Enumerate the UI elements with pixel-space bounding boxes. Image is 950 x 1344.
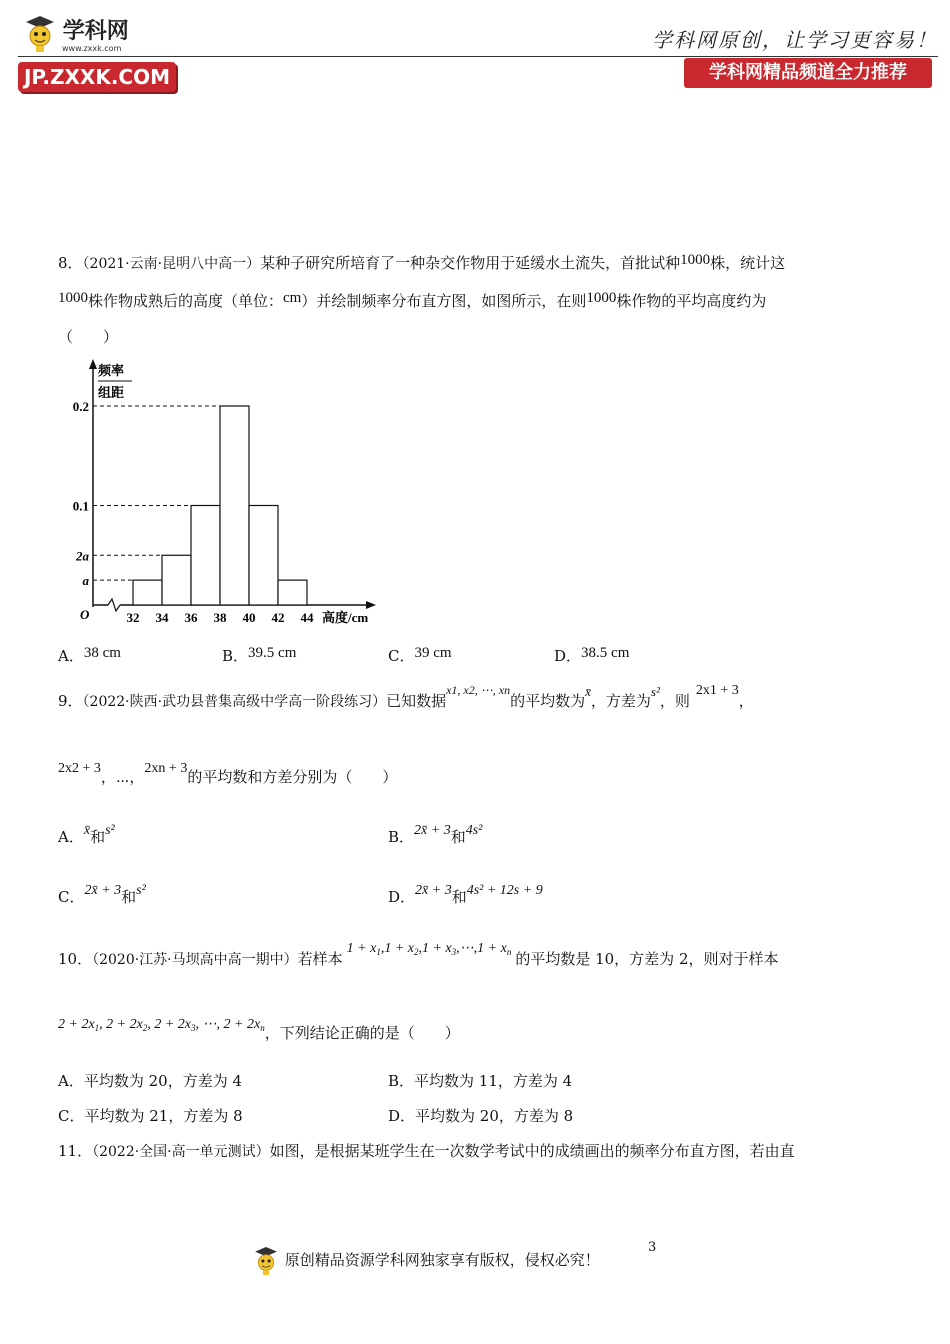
q9-e1: 2x1 + 3 xyxy=(695,683,739,698)
option-label: C． xyxy=(58,1107,85,1125)
option-b-expr: s² xyxy=(105,823,115,838)
q9-line1 xyxy=(58,683,754,711)
q9-option-d[interactable] xyxy=(388,883,543,907)
q8-text2: 株，统计这 xyxy=(710,254,786,272)
x-tick-label: 36 xyxy=(184,610,198,625)
histogram-bar xyxy=(191,506,220,606)
q9-option-c[interactable] xyxy=(58,883,146,907)
q9-comma: ， xyxy=(738,692,754,710)
option-and: 和 xyxy=(121,888,137,906)
logo-url: www.zxxk.com xyxy=(62,44,122,53)
option-value: 平均数为 20，方差为 8 xyxy=(415,1107,574,1125)
x-axis-arrow xyxy=(366,601,376,609)
option-label: D． xyxy=(388,888,416,906)
q9-text4: ，则 xyxy=(659,692,690,710)
option-value: 平均数为 20，方差为 4 xyxy=(83,1072,243,1090)
option-label: D． xyxy=(554,647,582,665)
q10-line1 xyxy=(58,941,779,969)
histogram-bar xyxy=(278,580,307,605)
option-a-expr: x̄ xyxy=(83,823,91,838)
q9-text1: 已知数据 xyxy=(386,692,447,710)
q8-n1: 1000 xyxy=(680,252,711,268)
x-tick-label: 40 xyxy=(242,610,256,625)
y-axis-arrow xyxy=(89,359,97,369)
q8-text5: 株作物的平均高度约为 xyxy=(616,292,767,310)
x-tick-label: 44 xyxy=(300,610,314,625)
histogram-bar xyxy=(162,555,191,605)
q10-sample1: $1 + x_1,1 + x_2,1$ + $x_3,\cdots,1 + x_n$ xyxy=(346,941,512,957)
option-and: 和 xyxy=(451,888,467,906)
q8-text1: 某种子研究所培育了一种杂交作物用于延缓水土流失，首批试种 xyxy=(260,254,681,272)
option-b-expr: s² xyxy=(136,883,146,898)
histogram-bar xyxy=(220,406,249,605)
origin-label: O xyxy=(80,607,90,622)
q11-number: 11． xyxy=(58,1142,93,1160)
mascot-icon xyxy=(22,14,58,54)
option-a-expr: 2x̄ + 3 xyxy=(84,883,122,898)
option-label: A． xyxy=(58,1072,84,1090)
y-tick-label: 2a xyxy=(76,548,89,564)
q8-text4: ）并绘制频率分布直方图，如图所示，在则 xyxy=(301,292,587,310)
q9-text2: 的平均数为 xyxy=(510,692,586,710)
footer xyxy=(252,1244,600,1278)
option-label: A． xyxy=(58,828,84,846)
option-label: C． xyxy=(388,647,415,665)
option-a-expr: 2x̄ + 3 xyxy=(415,883,452,898)
x-tick-label: 32 xyxy=(126,610,140,625)
option-label: C． xyxy=(58,888,85,906)
option-label: B． xyxy=(388,828,415,846)
q8-line1 xyxy=(58,252,785,273)
q8-option-c[interactable] xyxy=(388,645,452,666)
q9-text5: 的平均数和方差分别为（ ） xyxy=(187,768,398,786)
y-axis-label-top: 频率 xyxy=(98,363,125,378)
q8-option-b[interactable] xyxy=(222,645,296,666)
q8-option-a[interactable] xyxy=(58,645,121,666)
option-label: B． xyxy=(222,647,249,665)
option-label: A． xyxy=(58,647,84,665)
mascot-icon xyxy=(252,1244,280,1278)
histogram-chart xyxy=(60,355,380,630)
option-and: 和 xyxy=(450,828,466,846)
q8-unit: cm xyxy=(283,290,302,306)
y-tick-label: a xyxy=(82,573,89,589)
recommend-banner[interactable]: 学科网精品频道全力推荐 xyxy=(684,58,932,88)
q9-source: （2022·陕西·武功县普集高级中学高一阶段练习） xyxy=(82,694,387,710)
q11-line1 xyxy=(58,1140,795,1161)
option-value: 平均数为 21，方差为 8 xyxy=(84,1107,243,1125)
y-axis-label-bottom: 组距 xyxy=(98,385,125,400)
q10-option-b[interactable] xyxy=(388,1070,572,1091)
option-a-expr: 2x̄ + 3 xyxy=(414,823,451,838)
jp-badge[interactable]: JP.ZXXK.COM xyxy=(18,62,176,92)
q9-text3: ，方差为 xyxy=(590,692,651,710)
histogram-bar xyxy=(133,580,162,605)
q9-number: 9． xyxy=(58,692,83,710)
q10-option-d[interactable] xyxy=(388,1105,573,1126)
option-value: 39.5 cm xyxy=(248,645,297,661)
q10-sample2: $2 + 2x_1$, $2 + 2x_2$, $2 + 2x_3$, ⋯, $2 + 2x_n$ xyxy=(58,1017,265,1033)
q9-seq: x1, x2, ⋯, xn xyxy=(446,683,511,697)
q8-text3: 株作物成熟后的高度（单位： xyxy=(88,292,284,310)
q9-line2 xyxy=(58,761,398,787)
option-b-expr: 4s² + 12s + 9 xyxy=(466,883,543,898)
q8-source: （2021·云南·昆明八中高一） xyxy=(82,256,261,272)
q10-source: （2020·江苏·马坝高中高一期中） xyxy=(92,952,298,968)
q8-option-d[interactable] xyxy=(554,645,629,666)
q9-en: 2xn + 3 xyxy=(144,761,188,776)
q8-line2 xyxy=(58,290,766,311)
x-axis-label: 高度/cm xyxy=(322,610,369,625)
x-tick-label: 42 xyxy=(271,610,285,625)
q9-option-b[interactable] xyxy=(388,823,483,847)
q8-paren: （ ） xyxy=(58,328,119,346)
q10-option-c[interactable] xyxy=(58,1105,243,1126)
q10-text2: 的平均数是 10，方差为 2，则对于样本 xyxy=(515,950,779,968)
q11-text: 如图，是根据某班学生在一次数学考试中的成绩画出的频率分布直方图，若由直 xyxy=(269,1142,795,1160)
q9-var-sym: s² xyxy=(650,684,660,699)
x-tick-label: 34 xyxy=(155,610,169,625)
option-b-expr: 4s² xyxy=(465,823,483,838)
option-label: B． xyxy=(388,1072,415,1090)
logo-text: 学科网 xyxy=(62,19,129,44)
q9-dots: ，⋯， xyxy=(100,768,145,786)
q10-line2 xyxy=(58,1017,460,1043)
x-tick-label: 38 xyxy=(213,610,227,625)
q8-n3: 1000 xyxy=(586,290,617,306)
q9-e2: 2x2 + 3 xyxy=(58,761,101,776)
header-divider xyxy=(18,56,938,57)
q11-source: （2022·全国·高一单元测试） xyxy=(92,1144,270,1160)
page-number: 3 xyxy=(648,1240,657,1255)
histogram-bar xyxy=(249,506,278,606)
option-label: D． xyxy=(388,1107,416,1125)
q10-text3: ，下列结论正确的是（ ） xyxy=(264,1024,460,1042)
q10-option-a[interactable] xyxy=(58,1070,242,1091)
option-value: 39 cm xyxy=(414,645,452,661)
axis-break-mark xyxy=(108,599,120,611)
q8-n2: 1000 xyxy=(58,290,88,306)
q8-number: 8． xyxy=(58,254,83,272)
y-tick-label: 0.2 xyxy=(72,399,89,414)
footer-text: 原创精品资源学科网独家享有版权，侵权必究！ xyxy=(284,1251,600,1269)
option-value: 平均数为 11，方差为 4 xyxy=(414,1072,573,1090)
y-tick-label: 0.1 xyxy=(72,498,89,514)
q9-option-a[interactable] xyxy=(58,823,115,847)
slogan: 学科网原创，让学习更容易！ xyxy=(652,28,938,52)
option-value: 38 cm xyxy=(83,645,121,661)
q9-mean-sym: x̄ xyxy=(585,684,591,699)
option-value: 38.5 cm xyxy=(581,645,630,661)
option-and: 和 xyxy=(90,828,106,846)
site-logo[interactable] xyxy=(22,14,129,54)
q10-text1: 若样本 xyxy=(297,950,343,968)
q10-number: 10． xyxy=(58,950,93,968)
